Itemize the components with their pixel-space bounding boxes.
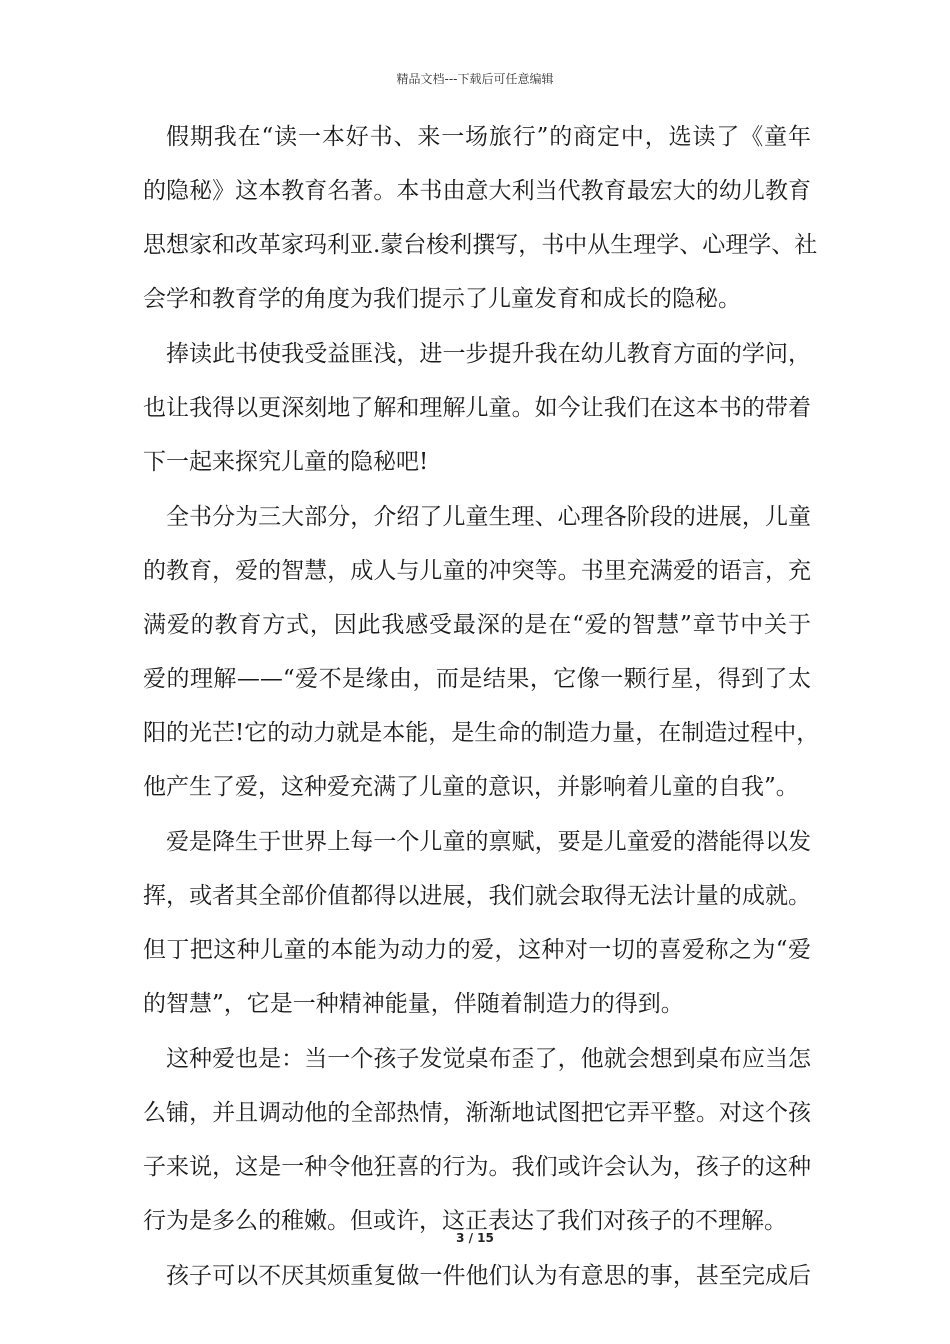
text-line: 全书分为三大部分，介绍了儿童生理、心理各阶段的进展，儿童: [166, 504, 811, 530]
text-line: 思想家和改革家玛利亚.蒙台梭利撰写，书中从生理学、心理学、社: [143, 232, 818, 258]
paragraph: [143, 339, 811, 478]
text-line: 的隐秘》这本教育名著。本书由意大利当代教育最宏大的幼儿教育: [143, 178, 811, 204]
text-line: 下一起来探究儿童的隐秘吧!: [143, 449, 429, 475]
text-line: 捧读此书使我受益匪浅，进一步提升我在幼儿教育方面的学问，: [166, 341, 811, 367]
text-line: 但丁把这种儿童的本能为动力的爱，这种对一切的喜爱称之为“爱: [143, 937, 811, 963]
text-line: 阳的光芒!它的动力就是本能，是生命的制造力量，在制造过程中，: [143, 720, 820, 746]
paragraph: [143, 827, 811, 1020]
paragraph: [143, 1261, 811, 1292]
text-line: 也让我得以更深刻地了解和理解儿童。如今让我们在这本书的带着: [143, 395, 811, 421]
text-line: 的智慧”，它是一种精神能量，伴随着制造力的得到。: [143, 991, 684, 1017]
text-line: 他产生了爱，这种爱充满了儿童的意识，并影响着儿童的自我”。: [143, 774, 799, 800]
text-line: 满爱的教育方式，因此我感受最深的是在“爱的智慧”章节中关于: [143, 612, 811, 638]
text-line: 假期我在“读一本好书、来一场旅行”的商定中，选读了《童年: [166, 124, 811, 150]
text-line: 么铺，并且调动他的全部热情，渐渐地试图把它弄平整。对这个孩: [143, 1100, 811, 1126]
text-line: 行为是多么的稚嫩。但或许，这正表达了我们对孩子的不理解。: [143, 1208, 787, 1234]
text-line: 这种爱也是：当一个孩子发觉桌布歪了，他就会想到桌布应当怎: [166, 1046, 811, 1072]
text-line: 会学和教育学的角度为我们提示了儿童发育和成长的隐秘。: [143, 286, 741, 312]
page-number: 3 / 15: [456, 1231, 494, 1245]
text-line: 爱的理解——“爱不是缘由，而是结果，它像一颗行星，得到了太: [143, 666, 811, 692]
text-line: 子来说，这是一种令他狂喜的行为。我们或许会认为，孩子的这种: [143, 1154, 811, 1180]
paragraph: [143, 1044, 811, 1237]
document-body: [143, 122, 820, 1292]
text-line: 孩子可以不厌其烦重复做一件他们认为有意思的事，甚至完成后: [166, 1263, 811, 1289]
text-line: 挥，或者其全部价值都得以进展，我们就会取得无法计量的成就。: [143, 883, 811, 909]
text-line: 爱是降生于世界上每一个儿童的禀赋，要是儿童爱的潜能得以发: [166, 829, 811, 855]
paragraph: [143, 122, 818, 315]
page-header: 精品文档---下载后可任意编辑: [396, 72, 554, 86]
text-line: 的教育，爱的智慧，成人与儿童的冲突等。书里充满爱的语言，充: [143, 558, 811, 584]
paragraph: [143, 502, 820, 803]
